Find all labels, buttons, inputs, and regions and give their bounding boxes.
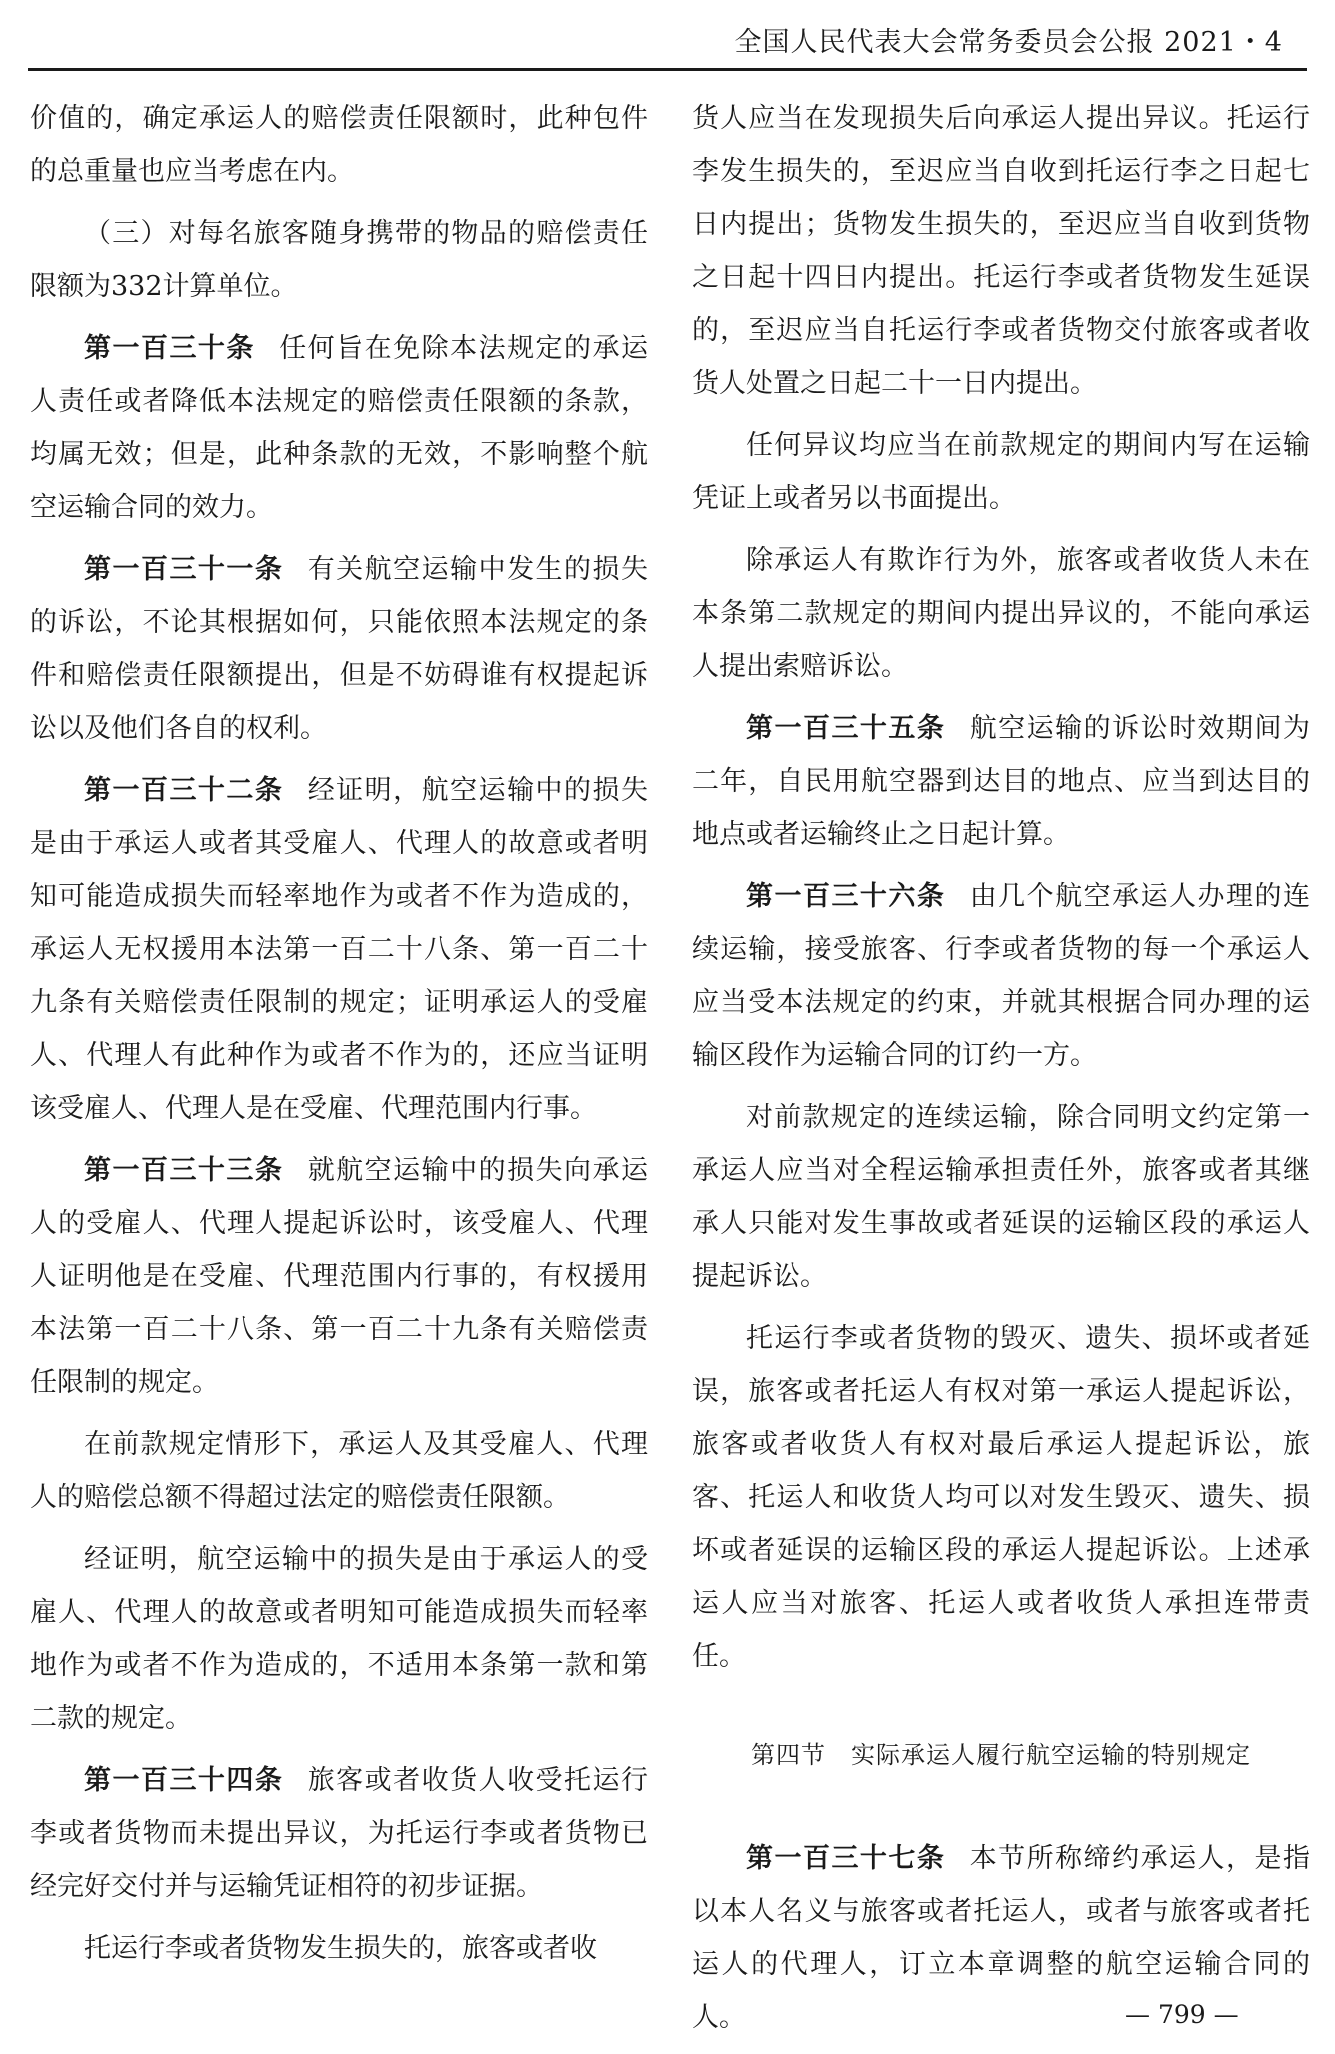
article-paragraph <box>30 1754 648 1913</box>
paragraph-text: 对前款规定的连续运输，除合同明文约定第一承运人应当对全程运输承担责任外，旅客或者其继承人只能对发生事故或者延误的运输区段的承运人提起诉讼。 <box>692 1102 1310 1292</box>
article-paragraph <box>30 322 648 534</box>
paragraph <box>30 207 648 313</box>
article-paragraph <box>30 1144 648 1409</box>
paragraph <box>30 92 648 198</box>
paragraph <box>692 534 1310 693</box>
paragraph-text: 本节所称缔约承运人，是指以本人名义与旅客或者托运人，或者与旅客或者托运人的代理人，订立本章调整的航空运输合同的人。 <box>692 1843 1311 2033</box>
paragraph-text: 有关航空运输中发生的损失的诉讼，不论其根据如何，只能依照本法规定的条件和赔偿责任限额提出，但是不妨碍谁有权提起诉讼以及他们各自的权利。 <box>30 554 649 744</box>
paragraph <box>692 1312 1310 1683</box>
paragraph-text: 除承运人有欺诈行为外，旅客或者收货人未在本条第二款规定的期间内提出异议的，不能向承运人提出索赔诉讼。 <box>692 545 1310 682</box>
article-number: 第一百三十三条 <box>84 1155 284 1186</box>
journal-title: 全国人民代表大会常务委员会公报 2021・4 <box>734 27 1283 58</box>
article-number: 第一百三十六条 <box>746 881 946 912</box>
paragraph-text: 就航空运输中的损失向承运人的受雇人、代理人提起诉讼时，该受雇人、代理人证明他是在受雇、代理范围内行事的，有权援用本法第一百二十八条、第一百二十九条有关赔偿责任限制的规定。 <box>30 1155 649 1398</box>
right-column-paragraphs <box>692 92 1310 1683</box>
paragraph-text: （三）对每名旅客随身携带的物品的赔偿责任限额为332计算单位。 <box>30 218 648 302</box>
paragraph-text: 任何异议均应当在前款规定的期间内写在运输凭证上或者另以书面提出。 <box>692 430 1310 514</box>
page-header <box>0 0 1335 70</box>
paragraph-text: 货人应当在发现损失后向承运人提出异议。托运行李发生损失的，至迟应当自收到托运行李之日起七日内提出；货物发生损失的，至迟应当自收到货物之日起十四日内提出。托运行李或者货物发生延误的，至迟应当自托运行李或者货物交付旅客或者收货人处置之日起二十一日内提出。 <box>692 103 1310 399</box>
article-number: 第一百三十条 <box>84 333 255 364</box>
paragraph-text: 经证明，航空运输中的损失是由于承运人的受雇人、代理人的故意或者明知可能造成损失而轻率地作为或者不作为造成的，不适用本条第一款和第二款的规定。 <box>30 1544 648 1734</box>
header-rule <box>28 68 1307 71</box>
right-column <box>692 92 1310 2053</box>
paragraph <box>30 1922 648 1975</box>
article-number: 第一百三十四条 <box>84 1765 284 1796</box>
paragraph-text: 由几个航空承运人办理的连续运输，接受旅客、行李或者货物的每一个承运人应当受本法规定的约束，并就其根据合同办理的运输区段作为运输合同的订约一方。 <box>692 881 1311 1071</box>
left-column <box>30 92 648 1984</box>
article-paragraph <box>30 543 648 755</box>
paragraph-text: 航空运输的诉讼时效期间为二年，自民用航空器到达目的地点、应当到达目的地点或者运输终止之日起计算。 <box>692 713 1311 850</box>
article-number: 第一百三十七条 <box>746 1843 946 1874</box>
paragraph-text: 价值的，确定承运人的赔偿责任限额时，此种包件的总重量也应当考虑在内。 <box>30 103 648 187</box>
paragraph <box>30 1533 648 1745</box>
article-paragraph <box>692 702 1310 861</box>
paragraph <box>692 1091 1310 1303</box>
paragraph <box>30 1418 648 1524</box>
paragraph <box>692 419 1310 525</box>
article-number: 第一百三十二条 <box>84 775 284 806</box>
article-paragraph <box>30 764 648 1135</box>
paragraph-text: 在前款规定情形下，承运人及其受雇人、代理人的赔偿总额不得超过法定的赔偿责任限额。 <box>30 1429 648 1513</box>
article-paragraph <box>692 870 1310 1082</box>
paragraph <box>692 92 1310 410</box>
article-number: 第一百三十一条 <box>84 554 284 585</box>
paragraph-text: 经证明，航空运输中的损失是由于承运人或者其受雇人、代理人的故意或者明知可能造成损失而轻率地作为或者不作为造成的，承运人无权援用本法第一百二十八条、第一百二十九条有关赔偿责任限制的规定；证明承运人的受雇人、代理人有此种作为或者不作为的，还应当证明该受雇人、代理人是在受雇、代理范围内行事。 <box>30 775 649 1124</box>
page-number: — 799 — <box>1125 2000 1239 2029</box>
paragraph-text: 托运行李或者货物发生损失的，旅客或者收 <box>84 1933 597 1964</box>
article-number: 第一百三十五条 <box>746 713 946 744</box>
section-heading: 第四节 实际承运人履行航空运输的特别规定 <box>751 1741 1251 1769</box>
paragraph-text: 托运行李或者货物的毁灭、遗失、损坏或者延误，旅客或者托运人有权对第一承运人提起诉讼，旅客或者收货人有权对最后承运人提起诉讼，旅客、托运人和收货人均可以对发生毁灭、遗失、损坏或者延误的运输区段的承运人提起诉讼。上述承运人应当对旅客、托运人或者收货人承担连带责任。 <box>692 1323 1310 1672</box>
paragraph-text: 旅客或者收货人收受托运行李或者货物而未提出异议，为托运行李或者货物已经完好交付并与运输凭证相符的初步证据。 <box>30 1765 649 1902</box>
paragraph-text: 任何旨在免除本法规定的承运人责任或者降低本法规定的赔偿责任限额的条款，均属无效；但是，此种条款的无效，不影响整个航空运输合同的效力。 <box>30 333 649 523</box>
